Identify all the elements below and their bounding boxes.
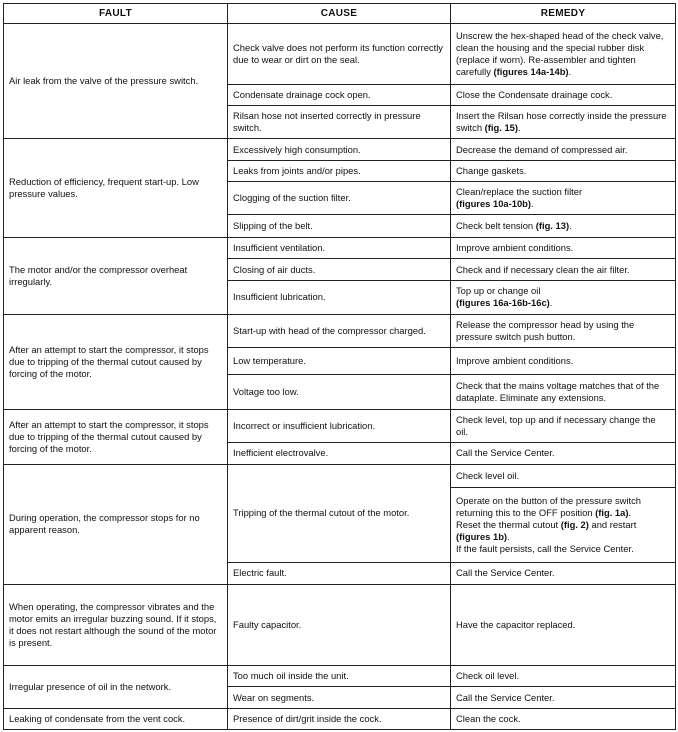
figure-reference: (fig. 15): [484, 122, 518, 134]
remedy-cell: Clean/replace the suction filter (figures 10a-10b).: [451, 181, 676, 214]
table-row: [4, 585, 676, 666]
cause-cell: Tripping of the thermal cutout of the motor.: [228, 464, 451, 562]
table-row: [4, 314, 676, 347]
table-row: [4, 708, 676, 729]
fault-cell: Irregular presence of oil in the network.: [4, 666, 228, 709]
remedy-cell: Top up or change oil (figures 16a-16b-16c).: [451, 281, 676, 314]
cause-cell: Low temperature.: [228, 348, 451, 375]
remedy-cell: Clean the cock.: [451, 708, 676, 729]
fault-cell: After an attempt to start the compressor, it stops due to tripping of the thermal cutout caused by forcing of the motor.: [4, 409, 228, 464]
figure-reference: (fig. 1a): [595, 506, 629, 518]
figure-reference: (figures 10a-10b): [456, 198, 532, 210]
fault-cell: When operating, the compressor vibrates and the motor emits an irregular buzzing sound. If it stops, it does not restart although the sound of the motor is present.: [4, 585, 228, 666]
table-row: [4, 237, 676, 258]
table-row: [4, 24, 676, 85]
fault-header: FAULT: [4, 4, 228, 24]
figure-reference: (fig. 2): [560, 518, 589, 530]
figure-reference: (figures 14a-14b): [493, 65, 569, 77]
cause-cell: Wear on segments.: [228, 687, 451, 708]
cause-cell: Insufficient ventilation.: [228, 237, 451, 258]
cause-cell: Leaks from joints and/or pipes.: [228, 160, 451, 181]
remedy-cell: Improve ambient conditions.: [451, 237, 676, 258]
remedy-cell: Check level, top up and if necessary change the oil.: [451, 409, 676, 442]
cause-cell: Check valve does not perform its function correctly due to wear or dirt on the seal.: [228, 24, 451, 85]
fault-cell: Leaking of condensate from the vent cock.: [4, 708, 228, 729]
remedy-cell: Check level oil.: [451, 464, 676, 487]
table-row: [4, 666, 676, 687]
remedy-cell: Insert the Rilsan hose correctly inside the pressure switch (fig. 15).: [451, 106, 676, 139]
cause-cell: Incorrect or insufficient lubrication.: [228, 409, 451, 442]
cause-cell: Presence of dirt/grit inside the cock.: [228, 708, 451, 729]
table-row: [4, 409, 676, 442]
remedy-cell: Change gaskets.: [451, 160, 676, 181]
cause-cell: Too much oil inside the unit.: [228, 666, 451, 687]
figure-reference: (figures 1b): [456, 530, 508, 542]
fault-cell: After an attempt to start the compressor, it stops due to tripping of the thermal cutout caused by forcing of the motor.: [4, 314, 228, 409]
remedy-cell: Check that the mains voltage matches that of the dataplate. Eliminate any extensions.: [451, 375, 676, 409]
table-row: [4, 464, 676, 487]
remedy-cell: Unscrew the hex-shaped head of the check valve, clean the housing and the special rubber disk (replace if worn). Re-assembler and tighten carefully (figures 14a-14b).: [451, 24, 676, 85]
cause-cell: Electric fault.: [228, 562, 451, 584]
cause-cell: Inefficient electrovalve.: [228, 443, 451, 464]
cause-cell: Closing of air ducts.: [228, 258, 451, 280]
remedy-cell: Improve ambient conditions.: [451, 348, 676, 375]
cause-cell: Clogging of the suction filter.: [228, 181, 451, 214]
cause-cell: Insufficient lubrication.: [228, 281, 451, 314]
cause-cell: Condensate drainage cock open.: [228, 84, 451, 105]
cause-cell: Start-up with head of the compressor charged.: [228, 314, 451, 347]
fault-cell: The motor and/or the compressor overheat irregularly.: [4, 237, 228, 314]
figure-reference: (figures 16a-16b-16c): [456, 297, 550, 309]
fault-cell: During operation, the compressor stops for no apparent reason.: [4, 464, 228, 585]
cause-cell: Slipping of the belt.: [228, 215, 451, 237]
cause-cell: Faulty capacitor.: [228, 585, 451, 666]
cause-cell: Excessively high consumption.: [228, 139, 451, 160]
remedy-cell: Check belt tension (fig. 13).: [451, 215, 676, 237]
fault-cell: Reduction of efficiency, frequent start-up. Low pressure values.: [4, 139, 228, 237]
cause-cell: Voltage too low.: [228, 375, 451, 409]
remedy-cell: Call the Service Center.: [451, 687, 676, 708]
remedy-cell: Call the Service Center.: [451, 562, 676, 584]
remedy-header: REMEDY: [451, 4, 676, 24]
remedy-cell: Have the capacitor replaced.: [451, 585, 676, 666]
remedy-cell: Check and if necessary clean the air filter.: [451, 258, 676, 280]
table-row: [4, 139, 676, 160]
header-row: [4, 4, 676, 24]
remedy-cell: Call the Service Center.: [451, 443, 676, 464]
remedy-cell: Decrease the demand of compressed air.: [451, 139, 676, 160]
remedy-cell: Operate on the button of the pressure switch returning this to the OFF position (fig. 1a). Reset the thermal cutout (fig. 2) and restart (figures 1b). If the fault persists, call the Service Center.: [451, 487, 676, 562]
fault-cell: Air leak from the valve of the pressure switch.: [4, 24, 228, 139]
figure-reference: (fig. 13): [535, 220, 570, 232]
troubleshooting-table: [3, 3, 676, 730]
remedy-cell: Release the compressor head by using the pressure switch push button.: [451, 314, 676, 347]
cause-cell: Rilsan hose not inserted correctly in pressure switch.: [228, 106, 451, 139]
remedy-cell: Check oil level.: [451, 666, 676, 687]
remedy-cell: Close the Condensate drainage cock.: [451, 84, 676, 105]
cause-header: CAUSE: [228, 4, 451, 24]
